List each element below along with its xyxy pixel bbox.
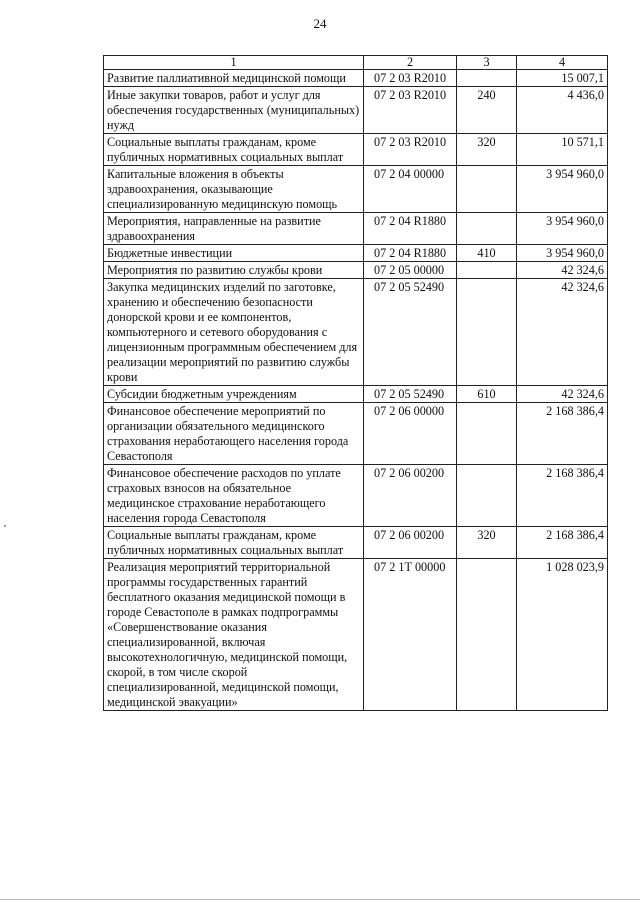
header-row	[104, 56, 608, 70]
code-cell: 07 2 04 R1880	[364, 213, 457, 245]
name-cell: Реализация мероприятий территориальной программы государственных гарантий бесплатного оказания медицинской помощи в городе Севастополе в рамках подпрограммы «Совершенствование оказания специализированной, включая высокотехнологичную, медицинской помощи, скорой, в том числе скорой специализированной, медицинской помощи, медицинской эвакуации»	[104, 559, 364, 711]
table-row	[104, 403, 608, 465]
page-number: 24	[313, 16, 327, 31]
amount-cell: 1 028 023,9	[517, 559, 608, 711]
table-row	[104, 134, 608, 166]
amount-cell: 42 324,6	[517, 386, 608, 403]
name-cell: Иные закупки товаров, работ и услуг для обеспечения государственных (муниципальных) нужд	[104, 87, 364, 134]
name-cell: Мероприятия, направленные на развитие здравоохранения	[104, 213, 364, 245]
type-cell: 610	[457, 386, 517, 403]
type-cell	[457, 403, 517, 465]
name-cell: Финансовое обеспечение мероприятий по организации обязательного медицинского страхования неработающего населения города Севастополя	[104, 403, 364, 465]
header-cell: 2	[364, 56, 457, 70]
table-row	[104, 279, 608, 386]
name-cell: Финансовое обеспечение расходов по уплате страховых взносов на обязательное медицинское страхование неработающего населения города Севастополя	[104, 465, 364, 527]
code-cell: 07 2 03 R2010	[364, 70, 457, 87]
code-cell: 07 2 06 00000	[364, 403, 457, 465]
amount-cell: 3 954 960,0	[517, 213, 608, 245]
type-cell: 410	[457, 245, 517, 262]
name-cell: Мероприятия по развитию службы крови	[104, 262, 364, 279]
table-row	[104, 245, 608, 262]
table-row	[104, 213, 608, 245]
amount-cell: 10 571,1	[517, 134, 608, 166]
type-cell	[457, 559, 517, 711]
type-cell: 320	[457, 134, 517, 166]
code-cell: 07 2 05 52490	[364, 386, 457, 403]
type-cell: 240	[457, 87, 517, 134]
header-cell: 4	[517, 56, 608, 70]
name-cell: Развитие паллиативной медицинской помощи	[104, 70, 364, 87]
code-cell: 07 2 06 00200	[364, 465, 457, 527]
type-cell	[457, 166, 517, 213]
table-row	[104, 386, 608, 403]
amount-cell: 15 007,1	[517, 70, 608, 87]
name-cell: Субсидии бюджетным учреждениям	[104, 386, 364, 403]
table-row	[104, 166, 608, 213]
code-cell: 07 2 1Т 00000	[364, 559, 457, 711]
type-cell	[457, 213, 517, 245]
name-cell: Закупка медицинских изделий по заготовке, хранению и обеспечению безопасности донорской крови и ее компонентов, компьютерного и сетевого оборудования с лицензионным программным обеспечением для реализации мероприятий по развитию службы крови	[104, 279, 364, 386]
table-row	[104, 87, 608, 134]
type-cell	[457, 262, 517, 279]
type-cell	[457, 465, 517, 527]
code-cell: 07 2 05 52490	[364, 279, 457, 386]
type-cell	[457, 70, 517, 87]
amount-cell: 3 954 960,0	[517, 166, 608, 213]
table-row	[104, 465, 608, 527]
amount-cell: 4 436,0	[517, 87, 608, 134]
name-cell: Социальные выплаты гражданам, кроме публичных нормативных социальных выплат	[104, 527, 364, 559]
code-cell: 07 2 04 00000	[364, 166, 457, 213]
name-cell: Капитальные вложения в объекты здравоохранения, оказывающие специализированную медицинскую помощь	[104, 166, 364, 213]
table-row	[104, 262, 608, 279]
amount-cell: 42 324,6	[517, 262, 608, 279]
amount-cell: 3 954 960,0	[517, 245, 608, 262]
name-cell: Социальные выплаты гражданам, кроме публичных нормативных социальных выплат	[104, 134, 364, 166]
name-cell: Бюджетные инвестиции	[104, 245, 364, 262]
header-cell: 3	[457, 56, 517, 70]
header-cell: 1	[104, 56, 364, 70]
code-cell: 07 2 03 R2010	[364, 87, 457, 134]
scan-artifact	[4, 525, 6, 527]
amount-cell: 2 168 386,4	[517, 527, 608, 559]
code-cell: 07 2 04 R1880	[364, 245, 457, 262]
amount-cell: 42 324,6	[517, 279, 608, 386]
table-row	[104, 527, 608, 559]
table-row	[104, 559, 608, 711]
code-cell: 07 2 03 R2010	[364, 134, 457, 166]
code-cell: 07 2 05 00000	[364, 262, 457, 279]
page-edge	[0, 899, 640, 900]
type-cell: 320	[457, 527, 517, 559]
amount-cell: 2 168 386,4	[517, 465, 608, 527]
budget-table	[103, 55, 608, 711]
code-cell: 07 2 06 00200	[364, 527, 457, 559]
table-row	[104, 70, 608, 87]
type-cell	[457, 279, 517, 386]
amount-cell: 2 168 386,4	[517, 403, 608, 465]
